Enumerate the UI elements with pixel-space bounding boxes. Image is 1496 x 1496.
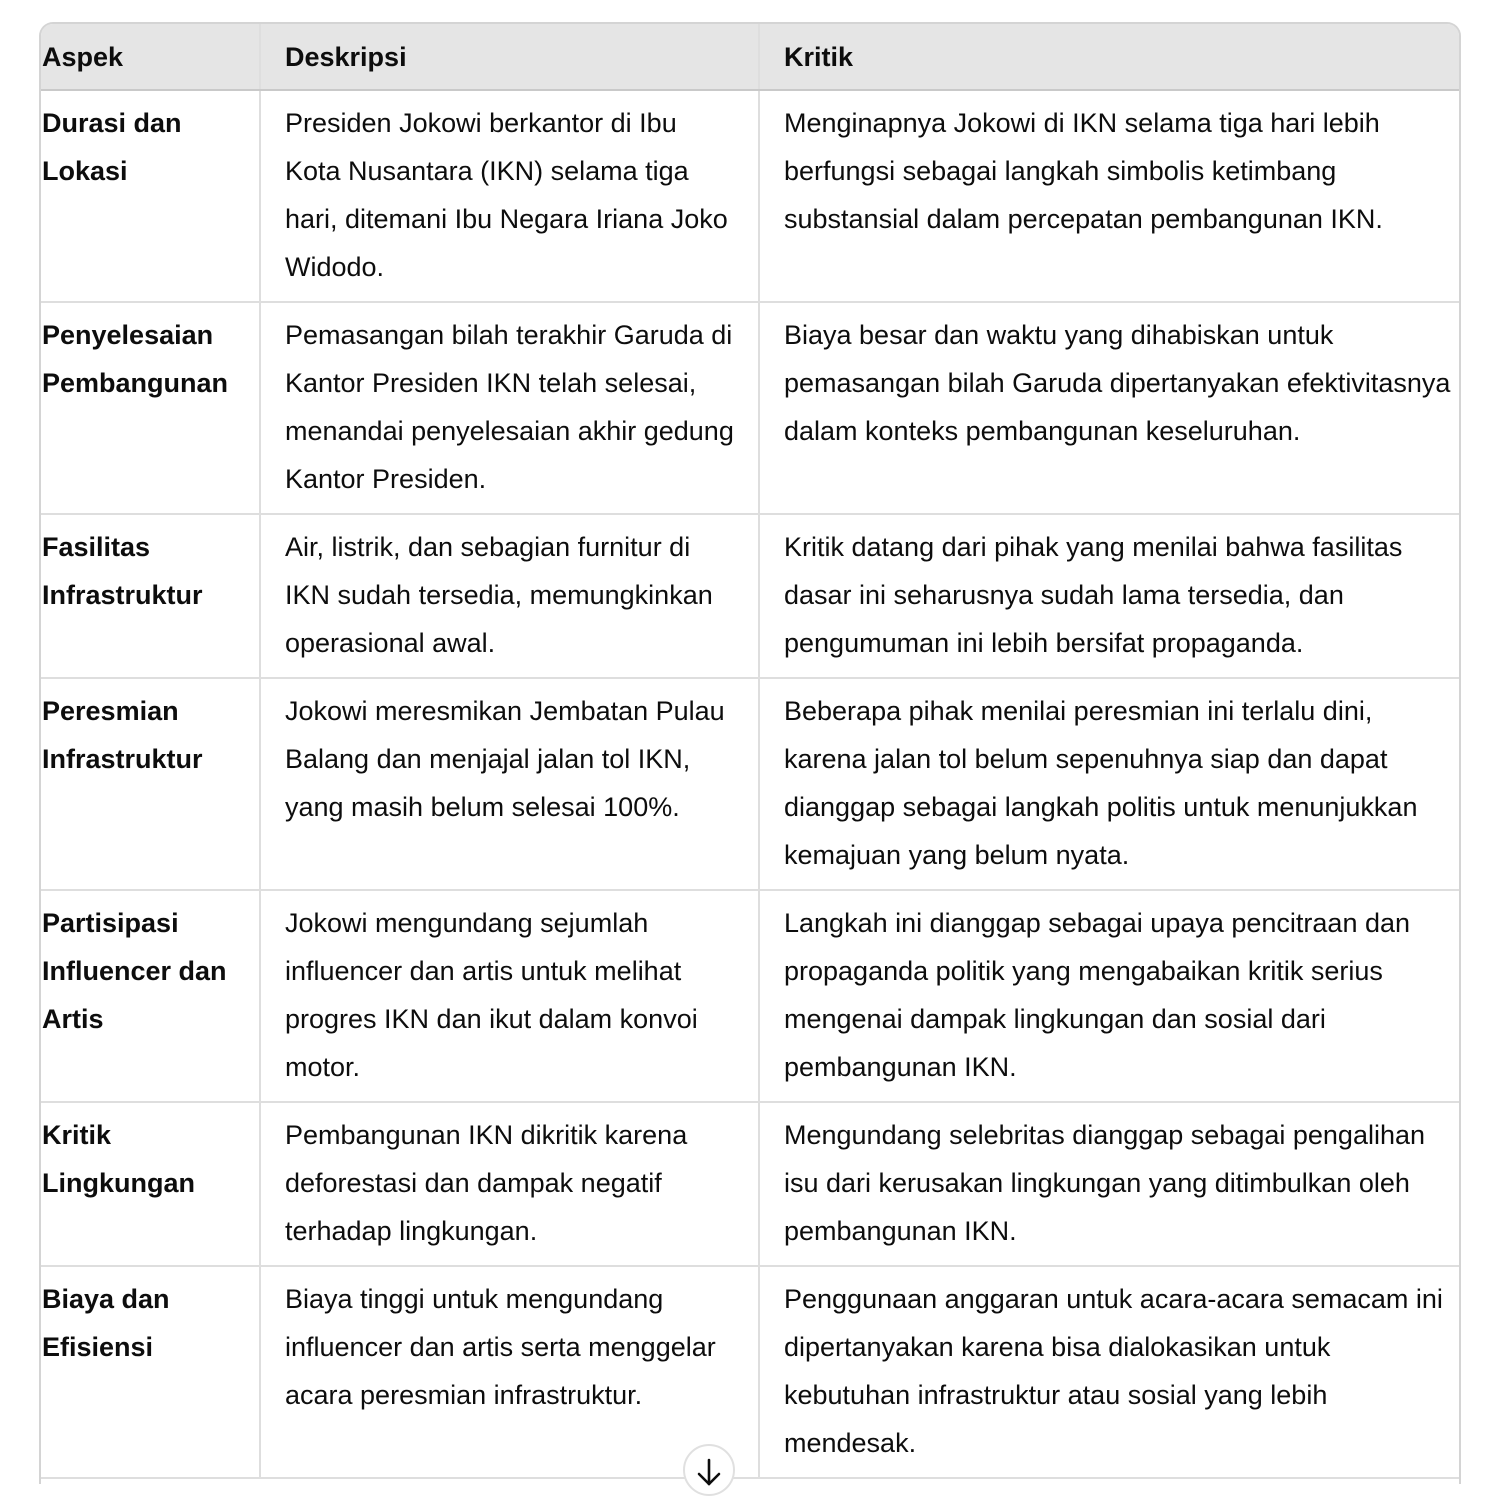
cell-aspek: Partisipasi Influencer dan Artis (41, 890, 260, 1102)
header-aspek: Aspek (41, 24, 260, 90)
cell-kritik: Beberapa pihak menilai peresmian ini terlalu dini, karena jalan tol belum sepenuhnya siap dan dapat dianggap sebagai langkah politis untuk menunjukkan kemajuan yang belum nyata. (759, 678, 1459, 890)
comparison-table (41, 24, 1459, 1479)
table-row (41, 678, 1459, 890)
cell-deskripsi: Pemasangan bilah terakhir Garuda di Kantor Presiden IKN telah selesai, menandai penyelesaian akhir gedung Kantor Presiden. (260, 302, 759, 514)
scroll-to-bottom-button[interactable] (683, 1444, 735, 1496)
cell-kritik: Kritik datang dari pihak yang menilai bahwa fasilitas dasar ini seharusnya sudah lama tersedia, dan pengumuman ini lebih bersifat propaganda. (759, 514, 1459, 678)
cell-kritik: Mengundang selebritas dianggap sebagai pengalihan isu dari kerusakan lingkungan yang ditimbulkan oleh pembangunan IKN. (759, 1102, 1459, 1266)
cell-aspek: Biaya dan Efisiensi (41, 1266, 260, 1478)
cell-deskripsi: Presiden Jokowi berkantor di Ibu Kota Nusantara (IKN) selama tiga hari, ditemani Ibu Negara Iriana Joko Widodo. (260, 90, 759, 302)
table-row (41, 890, 1459, 1102)
cell-aspek: Penyelesaian Pembangunan (41, 302, 260, 514)
comparison-table-container (39, 22, 1461, 1484)
cell-aspek: Kritik Lingkungan (41, 1102, 260, 1266)
cell-kritik: Menginapnya Jokowi di IKN selama tiga hari lebih berfungsi sebagai langkah simbolis ketimbang substansial dalam percepatan pembangunan IKN. (759, 90, 1459, 302)
table-row (41, 1102, 1459, 1266)
header-deskripsi: Deskripsi (260, 24, 759, 90)
cell-kritik: Langkah ini dianggap sebagai upaya pencitraan dan propaganda politik yang mengabaikan kritik serius mengenai dampak lingkungan dan sosial dari pembangunan IKN. (759, 890, 1459, 1102)
cell-deskripsi: Pembangunan IKN dikritik karena deforestasi dan dampak negatif terhadap lingkungan. (260, 1102, 759, 1266)
table-header-row (41, 24, 1459, 90)
table-row (41, 514, 1459, 678)
header-kritik: Kritik (759, 24, 1459, 90)
cell-aspek: Fasilitas Infrastruktur (41, 514, 260, 678)
cell-deskripsi: Air, listrik, dan sebagian furnitur di IKN sudah tersedia, memungkinkan operasional awal. (260, 514, 759, 678)
cell-deskripsi: Biaya tinggi untuk mengundang influencer dan artis serta menggelar acara peresmian infrastruktur. (260, 1266, 759, 1478)
cell-deskripsi: Jokowi mengundang sejumlah influencer dan artis untuk melihat progres IKN dan ikut dalam konvoi motor. (260, 890, 759, 1102)
table-row (41, 302, 1459, 514)
cell-aspek: Durasi dan Lokasi (41, 90, 260, 302)
cell-aspek: Peresmian Infrastruktur (41, 678, 260, 890)
arrow-down-icon (695, 1458, 723, 1488)
table-row (41, 90, 1459, 302)
cell-kritik: Biaya besar dan waktu yang dihabiskan untuk pemasangan bilah Garuda dipertanyakan efektivitasnya dalam konteks pembangunan keseluruhan. (759, 302, 1459, 514)
cell-kritik: Penggunaan anggaran untuk acara-acara semacam ini dipertanyakan karena bisa dialokasikan untuk kebutuhan infrastruktur atau sosial yang lebih mendesak. (759, 1266, 1459, 1478)
cell-deskripsi: Jokowi meresmikan Jembatan Pulau Balang dan menjajal jalan tol IKN, yang masih belum selesai 100%. (260, 678, 759, 890)
table-row (41, 1266, 1459, 1478)
